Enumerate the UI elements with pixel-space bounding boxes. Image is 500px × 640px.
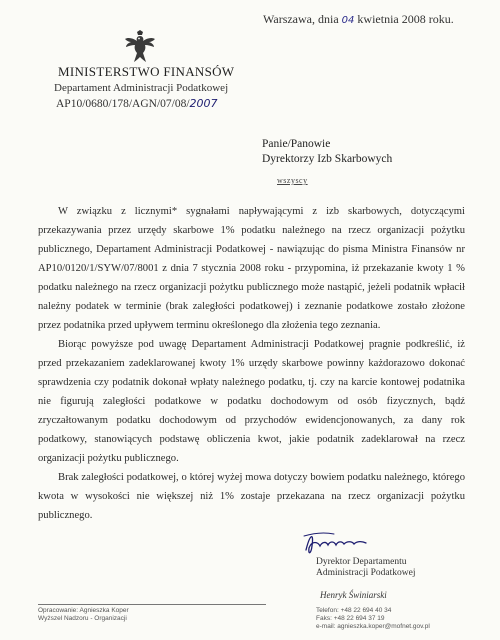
footer-prepared-by: Opracowanie: Agnieszka Koper	[38, 607, 129, 614]
body-paragraph-3: Brak zaległości podatkowej, o której wyżej mowa dotyczy bowiem podatku należnego, którego kwota w wysokości nie większej niż 1% zostaje przekazana na rzecz organizacji pożytku publicznego.	[38, 472, 465, 521]
footer-divider	[38, 604, 266, 605]
footer-phone: Telefon: +48 22 694 40 34	[316, 607, 392, 614]
department-name: Departament Administracji Podatkowej	[54, 82, 229, 94]
reference-printed: AP10/0680/178/AGN/07/08/	[56, 98, 190, 110]
footer-email: e-mail: agnieszka.koper@mofnet.gov.pl	[316, 623, 430, 630]
signatory-title-line1: Dyrektor Departamentu	[316, 557, 407, 567]
place-date-prefix: Warszawa, dnia	[263, 12, 339, 26]
footer-fax: Faks: +48 22 694 37 19	[316, 615, 385, 622]
reference-number	[56, 97, 218, 110]
polish-eagle-emblem-icon	[124, 30, 156, 64]
recipient-scope: wszyscy	[277, 176, 308, 185]
handwritten-signature	[300, 528, 390, 558]
footer-approved-by: Wyższel Nadzoru - Organizacji	[38, 615, 127, 622]
signatory-title-line2: Administracji Podatkowej	[316, 568, 416, 578]
place-date-day: 04	[341, 15, 355, 26]
place-date-suffix: kwietnia 2008 roku.	[357, 12, 454, 26]
recipient-salutation: Panie/Panowie	[262, 138, 331, 150]
letter-body	[38, 202, 465, 525]
ministry-name: MINISTERSTWO FINANSÓW	[58, 64, 235, 79]
place-date	[263, 12, 454, 27]
signatory-name: Henryk Świniarski	[320, 590, 387, 600]
body-paragraph-2: Biorąc powyższe pod uwagę Departament Administracji Podatkowej pragnie podkreślić, iż przed przekazaniem zadeklarowanej kwoty 1% urzędy skarbowe powinny każdorazowo dokonać sprawdzenia czy podatnik dokonał wpłaty należnego podatku, tj. czy na karcie kontowej podatnika nie figurują zaległości podatkowe w podatku dochodowym od osób fizycznych, bądź zryczałtowanym podatku dochodowym od przychodów ewidencjonowanych, za dany rok podatkowy, stanowiących podstawę obliczenia kwot, jakie podatnik zadeklarował na rzecz organizacji pożytku publicznego.	[38, 339, 465, 464]
reference-handwritten: 2007	[189, 97, 218, 110]
recipient-title: Dyrektorzy Izb Skarbowych	[262, 153, 393, 165]
body-paragraph-1: W związku z licznymi* sygnałami napływającymi z izb skarbowych, dotyczącymi przekazywania przez urzędy skarbowe 1% podatku należnego na rzecz organizacji pożytku publicznego, Departament Administracji Podatkowej - nawiązując do pisma Ministra Finansów nr AP10/0120/1/SYW/07/8001 z dnia 7 stycznia 2008 roku - przypomina, iż przekazanie kwoty 1 % podatku należnego na rzecz organizacji pożytku publicznego może nastąpić, jeżeli podatnik wpłacił należny podatek w terminie (brak zaległości podatkowej) i zeznanie podatkowe zostało złożone przez podatnika przed upływem terminu określonego dla złożenia tego zeznania.	[38, 206, 465, 331]
